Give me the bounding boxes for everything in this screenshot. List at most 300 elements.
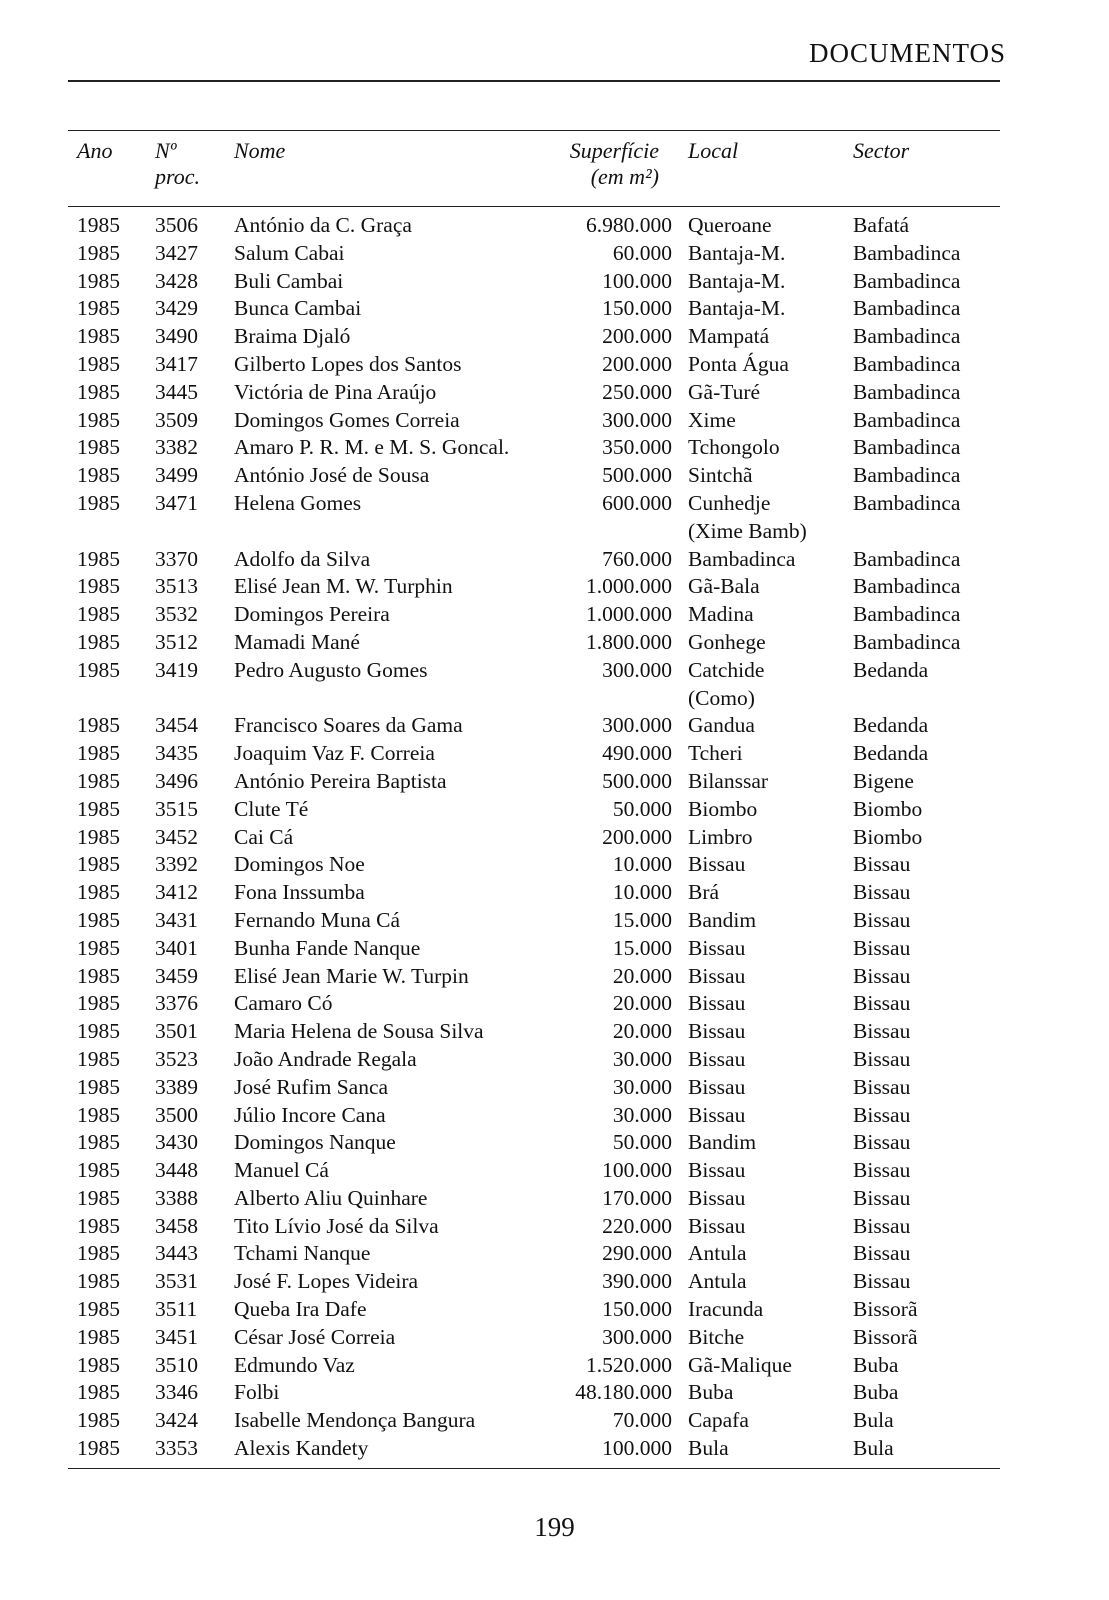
table-top-rule [68, 130, 1000, 131]
cell-nome: João Andrade Regala [234, 1046, 417, 1071]
cell-proc: 3506 [155, 213, 198, 237]
cell-local [688, 1046, 848, 1074]
cell-local-line1: Gã-Malique [688, 1352, 792, 1377]
cell-superficie: 20.000 [612, 963, 672, 988]
cell-proc: 3401 [155, 935, 198, 960]
cell-local-line1: Madina [688, 602, 754, 627]
cell-sector: Bambadinca [853, 268, 961, 293]
cell-nome: Alexis Kandety [234, 1436, 369, 1461]
cell-ano: 1985 [77, 213, 120, 237]
cell-proc: 3531 [155, 1269, 198, 1294]
cell-local-line1: Bantaja-M. [688, 268, 786, 293]
cell-sector: Buba [853, 1352, 899, 1377]
cell-superficie: 48.180.000 [575, 1380, 672, 1405]
table-row [0, 935, 1109, 963]
cell-local [688, 490, 848, 546]
cell-nome: Tchami Nanque [234, 1241, 371, 1266]
table-row [0, 1102, 1109, 1130]
cell-ano: 1985 [77, 1380, 120, 1405]
cell-local [688, 657, 848, 713]
cell-superficie: 500.000 [602, 768, 672, 793]
cell-local [688, 1352, 848, 1380]
cell-nome: Maria Helena de Sousa Silva [234, 1019, 484, 1044]
table-row [0, 323, 1109, 351]
cell-local-line1: Queroane [688, 213, 772, 237]
cell-superficie: 300.000 [602, 407, 672, 432]
table-row [0, 379, 1109, 407]
cell-local [688, 1240, 848, 1268]
header-proc [155, 138, 200, 190]
cell-proc: 3412 [155, 880, 198, 905]
cell-proc: 3499 [155, 463, 198, 488]
cell-proc: 3417 [155, 351, 198, 376]
cell-local-line1: Mampatá [688, 324, 770, 349]
cell-superficie: 15.000 [612, 935, 672, 960]
cell-sector: Bambadinca [853, 546, 961, 571]
cell-superficie: 150.000 [602, 1297, 672, 1322]
cell-local [688, 1213, 848, 1241]
cell-sector: Bambadinca [853, 629, 961, 654]
cell-local-line1: Biombo [688, 796, 758, 821]
cell-superficie: 70.000 [612, 1408, 672, 1433]
cell-proc: 3515 [155, 796, 198, 821]
cell-nome: Braima Djaló [234, 324, 351, 349]
cell-superficie: 1.000.000 [586, 602, 672, 627]
cell-local-line1: Iracunda [688, 1297, 764, 1322]
table-row [0, 295, 1109, 323]
cell-local-line1: Gã-Bala [688, 574, 760, 599]
cell-superficie: 30.000 [612, 1074, 672, 1099]
cell-local-line1: Bandim [688, 907, 757, 932]
cell-local-line1: Ponta Água [688, 351, 789, 376]
header-superficie-line2: (em m²) [590, 164, 659, 189]
cell-local [688, 796, 848, 824]
cell-proc: 3376 [155, 991, 198, 1016]
cell-local-line1: Limbro [688, 824, 753, 849]
cell-sector: Bambadinca [853, 602, 961, 627]
cell-local [688, 1296, 848, 1324]
cell-superficie: 760.000 [602, 546, 672, 571]
cell-nome: Queba Ira Dafe [234, 1297, 367, 1322]
cell-local [688, 768, 848, 796]
cell-ano: 1985 [77, 490, 120, 515]
cell-nome: Domingos Noe [234, 852, 365, 877]
cell-ano: 1985 [77, 1352, 120, 1377]
cell-sector: Bafatá [853, 213, 910, 237]
cell-proc: 3513 [155, 574, 198, 599]
cell-local-line1: Bula [688, 1436, 729, 1461]
table-row [0, 1129, 1109, 1157]
cell-ano: 1985 [77, 1102, 120, 1127]
cell-ano: 1985 [77, 240, 120, 265]
cell-local [688, 1324, 848, 1352]
cell-superficie: 500.000 [602, 463, 672, 488]
header-sector: Sector [853, 138, 910, 163]
cell-nome: Júlio Incore Cana [234, 1102, 386, 1127]
cell-sector: Biombo [853, 824, 923, 849]
cell-ano: 1985 [77, 907, 120, 932]
cell-local [688, 407, 848, 435]
cell-sector: Bissau [853, 1019, 911, 1044]
cell-ano: 1985 [77, 602, 120, 627]
table-row [0, 963, 1109, 991]
cell-local [688, 573, 848, 601]
cell-local [688, 990, 848, 1018]
cell-local-line1: Capafa [688, 1408, 749, 1433]
header-local: Local [688, 138, 739, 163]
cell-local [688, 212, 848, 240]
cell-local-line1: Bissau [688, 1102, 746, 1127]
cell-sector: Bula [853, 1408, 894, 1433]
cell-superficie: 300.000 [602, 713, 672, 738]
cell-superficie: 30.000 [612, 1102, 672, 1127]
cell-sector: Bissorã [853, 1297, 918, 1322]
table-row [0, 1046, 1109, 1074]
cell-local-line1: Bissau [688, 991, 746, 1016]
cell-proc: 3459 [155, 963, 198, 988]
cell-local [688, 601, 848, 629]
cell-local [688, 434, 848, 462]
table-row [0, 1268, 1109, 1296]
table-row [0, 1352, 1109, 1380]
cell-proc: 3532 [155, 602, 198, 627]
cell-local [688, 740, 848, 768]
cell-ano: 1985 [77, 852, 120, 877]
cell-superficie: 1.520.000 [586, 1352, 672, 1377]
cell-nome: Cai Cá [234, 824, 294, 849]
table-row [0, 907, 1109, 935]
cell-nome: José F. Lopes Videira [234, 1269, 419, 1294]
table-row [0, 1407, 1109, 1435]
cell-local-line1: Antula [688, 1241, 747, 1266]
cell-ano: 1985 [77, 796, 120, 821]
cell-sector: Bambadinca [853, 463, 961, 488]
cell-ano: 1985 [77, 963, 120, 988]
cell-local-line1: Catchide [688, 657, 765, 682]
cell-local [688, 1157, 848, 1185]
cell-nome: Gilberto Lopes dos Santos [234, 351, 462, 376]
cell-local-line1: Xime [688, 407, 736, 432]
cell-ano: 1985 [77, 1158, 120, 1183]
header-proc-line1: Nº [155, 138, 177, 163]
table-row [0, 1074, 1109, 1102]
cell-local [688, 824, 848, 852]
cell-ano: 1985 [77, 1269, 120, 1294]
cell-superficie: 390.000 [602, 1269, 672, 1294]
cell-superficie: 350.000 [602, 435, 672, 460]
cell-sector: Bissau [853, 1185, 911, 1210]
cell-proc: 3353 [155, 1436, 198, 1461]
cell-nome: Joaquim Vaz F. Correia [234, 741, 435, 766]
cell-nome: Francisco Soares da Gama [234, 713, 463, 738]
cell-local-line1: Bissau [688, 852, 746, 877]
cell-proc: 3490 [155, 324, 198, 349]
cell-superficie: 150.000 [602, 296, 672, 321]
table-row [0, 546, 1109, 574]
cell-ano: 1985 [77, 574, 120, 599]
cell-ano: 1985 [77, 296, 120, 321]
cell-proc: 3512 [155, 629, 198, 654]
header-proc-line2: proc. [155, 164, 201, 189]
table-row [0, 573, 1109, 601]
cell-proc: 3431 [155, 907, 198, 932]
cell-nome: António José de Sousa [234, 463, 430, 488]
cell-proc: 3451 [155, 1324, 198, 1349]
cell-local-line1: Buba [688, 1380, 734, 1405]
cell-ano: 1985 [77, 1130, 120, 1155]
cell-sector: Bambadinca [853, 324, 961, 349]
cell-local-line1: Bilanssar [688, 768, 769, 793]
cell-sector: Bissau [853, 1046, 911, 1071]
cell-sector: Bissau [853, 1269, 911, 1294]
cell-sector: Bambadinca [853, 490, 961, 515]
cell-local [688, 351, 848, 379]
cell-local-line1: Bissau [688, 1158, 746, 1183]
cell-local [688, 268, 848, 296]
cell-proc: 3523 [155, 1046, 198, 1071]
cell-proc: 3435 [155, 741, 198, 766]
cell-ano: 1985 [77, 713, 120, 738]
cell-nome: Alberto Aliu Quinhare [234, 1185, 428, 1210]
cell-ano: 1985 [77, 880, 120, 905]
cell-superficie: 10.000 [612, 880, 672, 905]
cell-sector: Bambadinca [853, 574, 961, 599]
cell-sector: Bissau [853, 1158, 911, 1183]
cell-local-line1: Bantaja-M. [688, 240, 786, 265]
cell-local [688, 629, 848, 657]
table-row [0, 990, 1109, 1018]
cell-nome: António Pereira Baptista [234, 768, 447, 793]
cell-nome: Pedro Augusto Gomes [234, 657, 428, 682]
cell-local [688, 963, 848, 991]
table-row [0, 1324, 1109, 1352]
cell-superficie: 30.000 [612, 1046, 672, 1071]
cell-proc: 3419 [155, 657, 198, 682]
cell-local-line1: Antula [688, 1269, 747, 1294]
cell-sector: Bissau [853, 1102, 911, 1127]
cell-local-line1: Gã-Turé [688, 379, 761, 404]
cell-ano: 1985 [77, 1324, 120, 1349]
cell-proc: 3471 [155, 490, 198, 515]
table-row [0, 490, 1109, 546]
cell-ano: 1985 [77, 268, 120, 293]
cell-local-line1: Bambadinca [688, 546, 796, 571]
cell-sector: Bambadinca [853, 351, 961, 376]
cell-proc: 3458 [155, 1213, 198, 1238]
cell-sector: Bissau [853, 991, 911, 1016]
table-row [0, 824, 1109, 852]
cell-ano: 1985 [77, 657, 120, 682]
cell-ano: 1985 [77, 1408, 120, 1433]
header-ano: Ano [77, 138, 113, 163]
cell-nome: Salum Cabai [234, 240, 345, 265]
cell-local [688, 1407, 848, 1435]
cell-proc: 3452 [155, 824, 198, 849]
cell-proc: 3454 [155, 713, 198, 738]
cell-superficie: 1.800.000 [586, 629, 672, 654]
cell-superficie: 10.000 [612, 852, 672, 877]
cell-local [688, 379, 848, 407]
header-nome: Nome [234, 138, 286, 163]
cell-ano: 1985 [77, 351, 120, 376]
cell-nome: Manuel Cá [234, 1158, 329, 1183]
cell-local [688, 295, 848, 323]
cell-superficie: 600.000 [602, 490, 672, 515]
cell-local [688, 323, 848, 351]
cell-local-line1: Bandim [688, 1130, 757, 1155]
cell-nome: César José Correia [234, 1324, 396, 1349]
cell-proc: 3346 [155, 1380, 198, 1405]
cell-ano: 1985 [77, 768, 120, 793]
cell-sector: Bissau [853, 963, 911, 988]
cell-superficie: 50.000 [612, 796, 672, 821]
cell-local-line1: Tcheri [688, 741, 743, 766]
header-superficie [570, 138, 659, 190]
cell-proc: 3389 [155, 1074, 198, 1099]
cell-local-line1: Tchongolo [688, 435, 780, 460]
cell-proc: 3445 [155, 379, 198, 404]
cell-sector: Bissau [853, 1130, 911, 1155]
cell-nome: Fernando Muna Cá [234, 907, 400, 932]
table-row [0, 712, 1109, 740]
cell-local-line1: Bitche [688, 1324, 745, 1349]
table-row [0, 212, 1109, 240]
cell-superficie: 100.000 [602, 1436, 672, 1461]
cell-proc: 3388 [155, 1185, 198, 1210]
cell-ano: 1985 [77, 407, 120, 432]
cell-local-line1: Gonhege [688, 629, 766, 654]
cell-sector: Bissau [853, 880, 911, 905]
cell-proc: 3429 [155, 296, 198, 321]
header-superficie-line1: Superfície [569, 138, 659, 163]
cell-nome: Amaro P. R. M. e M. S. Goncal. [234, 435, 510, 460]
cell-ano: 1985 [77, 1019, 120, 1044]
cell-superficie: 490.000 [602, 741, 672, 766]
cell-local-line1: Sintchã [688, 463, 753, 488]
running-head: DOCUMENTOS [808, 38, 1006, 68]
cell-superficie: 290.000 [602, 1241, 672, 1266]
cell-proc: 3448 [155, 1158, 198, 1183]
cell-nome: José Rufim Sanca [234, 1074, 389, 1099]
cell-superficie: 200.000 [602, 324, 672, 349]
cell-superficie: 20.000 [612, 1019, 672, 1044]
cell-sector: Bedanda [853, 741, 929, 766]
cell-superficie: 200.000 [602, 824, 672, 849]
cell-ano: 1985 [77, 741, 120, 766]
cell-ano: 1985 [77, 379, 120, 404]
cell-sector: Bedanda [853, 657, 929, 682]
cell-nome: Elisé Jean M. W. Turphin [234, 574, 453, 599]
cell-sector: Bambadinca [853, 435, 961, 460]
table-row [0, 1379, 1109, 1407]
cell-ano: 1985 [77, 324, 120, 349]
cell-superficie: 50.000 [612, 1130, 672, 1155]
cell-nome: Tito Lívio José da Silva [234, 1213, 439, 1238]
cell-nome: Domingos Nanque [234, 1130, 396, 1155]
cell-ano: 1985 [77, 1213, 120, 1238]
table-row [0, 1018, 1109, 1046]
cell-local-line1: Bissau [688, 1046, 746, 1071]
table-row [0, 1157, 1109, 1185]
cell-nome: Domingos Gomes Correia [234, 407, 460, 432]
cell-superficie: 300.000 [602, 1324, 672, 1349]
cell-local [688, 1102, 848, 1130]
cell-local [688, 907, 848, 935]
cell-local [688, 1129, 848, 1157]
cell-local [688, 1185, 848, 1213]
cell-nome: Fona Inssumba [234, 880, 365, 905]
table-row [0, 796, 1109, 824]
table-bottom-rule [68, 1468, 1000, 1469]
cell-proc: 3510 [155, 1352, 198, 1377]
cell-superficie: 60.000 [612, 240, 672, 265]
table-header-rule [68, 206, 1000, 207]
cell-local-line1: Bissau [688, 963, 746, 988]
cell-ano: 1985 [77, 1241, 120, 1266]
cell-nome: Camaro Có [234, 991, 333, 1016]
cell-local-line1: Bissau [688, 1185, 746, 1210]
cell-ano: 1985 [77, 824, 120, 849]
cell-superficie: 100.000 [602, 268, 672, 293]
cell-sector: Bissau [853, 907, 911, 932]
cell-local-line1: Bantaja-M. [688, 296, 786, 321]
cell-superficie: 300.000 [602, 657, 672, 682]
cell-nome: Domingos Pereira [234, 602, 390, 627]
cell-superficie: 6.980.000 [586, 213, 672, 237]
table-row [0, 768, 1109, 796]
cell-sector: Bissau [853, 935, 911, 960]
cell-ano: 1985 [77, 1436, 120, 1461]
cell-superficie: 100.000 [602, 1158, 672, 1183]
cell-superficie: 220.000 [602, 1213, 672, 1238]
cell-proc: 3496 [155, 768, 198, 793]
table-row [0, 629, 1109, 657]
table-body [0, 212, 1109, 1463]
cell-local [688, 462, 848, 490]
cell-local-line2: (Xime Bamb) [688, 518, 807, 543]
cell-ano: 1985 [77, 1046, 120, 1071]
cell-nome: Folbi [234, 1380, 280, 1405]
cell-local-line2: (Como) [688, 685, 755, 710]
cell-sector: Bambadinca [853, 379, 961, 404]
page-number: 199 [534, 1512, 575, 1542]
cell-local [688, 851, 848, 879]
table-row [0, 268, 1109, 296]
cell-ano: 1985 [77, 1074, 120, 1099]
table-row [0, 407, 1109, 435]
cell-local-line1: Bissau [688, 1074, 746, 1099]
cell-ano: 1985 [77, 1185, 120, 1210]
cell-ano: 1985 [77, 435, 120, 460]
cell-sector: Bigene [853, 768, 914, 793]
cell-local-line1: Brá [688, 880, 720, 905]
cell-local-line1: Bissau [688, 935, 746, 960]
cell-proc: 3424 [155, 1408, 198, 1433]
table-row [0, 1185, 1109, 1213]
cell-superficie: 15.000 [612, 907, 672, 932]
cell-local [688, 1018, 848, 1046]
table-row [0, 462, 1109, 490]
cell-local-line1: Cunhedje [688, 490, 771, 515]
table-header [0, 136, 1109, 202]
cell-nome: Bunca Cambai [234, 296, 362, 321]
cell-superficie: 250.000 [602, 379, 672, 404]
cell-local-line1: Bissau [688, 1019, 746, 1044]
cell-proc: 3443 [155, 1241, 198, 1266]
cell-sector: Bissau [853, 852, 911, 877]
cell-sector: Buba [853, 1380, 899, 1405]
cell-local [688, 546, 848, 574]
